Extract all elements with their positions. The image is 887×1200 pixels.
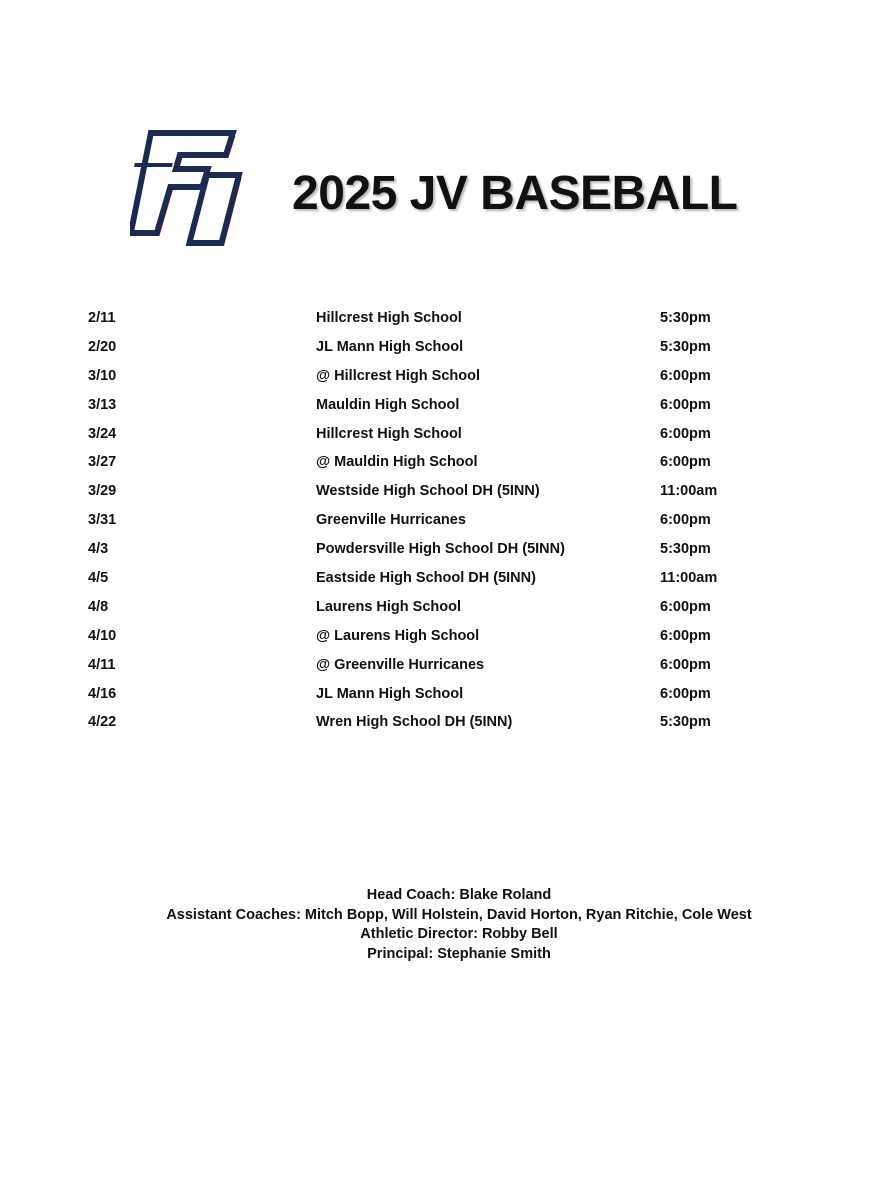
game-date: 4/11 bbox=[88, 656, 116, 673]
game-date: 3/10 bbox=[88, 367, 117, 384]
game-opponent: Westside High School DH (5INN) bbox=[316, 483, 540, 500]
game-date: 3/24 bbox=[88, 425, 117, 442]
game-opponent: @ Laurens High School bbox=[316, 627, 480, 644]
game-opponent: Wren High School DH (5INN) bbox=[316, 714, 513, 731]
game-time: 6:00pm bbox=[660, 598, 711, 615]
game-date: 4/16 bbox=[88, 685, 117, 702]
game-time: 5:30pm bbox=[660, 541, 711, 558]
game-date: 3/13 bbox=[88, 396, 117, 413]
page-title: 2025 JV BASEBALL bbox=[292, 167, 738, 220]
game-opponent: Hillcrest High School bbox=[316, 425, 462, 442]
game-date: 3/27 bbox=[88, 454, 117, 471]
principal-line: Principal: Stephanie Smith bbox=[367, 945, 551, 962]
schedule-table bbox=[0, 306, 887, 739]
game-time: 6:00pm bbox=[660, 627, 711, 644]
schedule-row bbox=[0, 682, 887, 711]
game-date: 4/8 bbox=[88, 598, 109, 615]
game-date: 3/31 bbox=[88, 512, 117, 529]
game-opponent: JL Mann High School bbox=[316, 685, 464, 702]
game-opponent: @ Greenville Hurricanes bbox=[316, 656, 485, 673]
game-time: 6:00pm bbox=[660, 656, 711, 673]
schedule-row bbox=[0, 335, 887, 364]
game-opponent: @ Hillcrest High School bbox=[316, 367, 480, 384]
schedule-row bbox=[0, 710, 887, 739]
game-opponent: Mauldin High School bbox=[316, 396, 460, 413]
schedule-row bbox=[0, 422, 887, 451]
game-date: 4/10 bbox=[88, 627, 117, 644]
schedule-row bbox=[0, 624, 887, 653]
assistant-coaches-line: Assistant Coaches: Mitch Bopp, Will Holstein, David Horton, Ryan Ritchie, Cole West bbox=[166, 906, 752, 923]
schedule-row bbox=[0, 364, 887, 393]
game-date: 4/22 bbox=[88, 714, 117, 731]
game-opponent: Hillcrest High School bbox=[316, 310, 462, 326]
game-time: 11:00am bbox=[660, 483, 718, 500]
schedule-row bbox=[0, 508, 887, 537]
game-date: 2/20 bbox=[88, 338, 117, 355]
game-opponent: Powdersville High School DH (5INN) bbox=[316, 541, 565, 558]
schedule-row bbox=[0, 653, 887, 682]
game-opponent: @ Mauldin High School bbox=[316, 454, 478, 471]
fi-logo bbox=[130, 122, 260, 250]
game-date: 4/3 bbox=[88, 541, 109, 558]
game-time: 5:30pm bbox=[660, 714, 711, 731]
game-opponent: Eastside High School DH (5INN) bbox=[316, 570, 536, 587]
game-time: 6:00pm bbox=[660, 367, 711, 384]
schedule-row bbox=[0, 306, 887, 335]
schedule-row bbox=[0, 393, 887, 422]
game-opponent: Greenville Hurricanes bbox=[316, 512, 466, 529]
staff-credits bbox=[0, 886, 887, 964]
game-time: 6:00pm bbox=[660, 685, 711, 702]
game-time: 11:00am bbox=[660, 570, 718, 587]
schedule-row bbox=[0, 566, 887, 595]
game-time: 6:00pm bbox=[660, 396, 711, 413]
schedule-row bbox=[0, 450, 887, 479]
game-time: 5:30pm bbox=[660, 310, 711, 326]
game-opponent: Laurens High School bbox=[316, 598, 462, 615]
game-time: 6:00pm bbox=[660, 454, 711, 471]
schedule-row bbox=[0, 479, 887, 508]
game-date: 2/11 bbox=[88, 310, 116, 326]
athletic-director-line: Athletic Director: Robby Bell bbox=[360, 926, 558, 942]
game-time: 6:00pm bbox=[660, 512, 711, 529]
game-date: 4/5 bbox=[88, 570, 109, 587]
schedule-row bbox=[0, 595, 887, 624]
game-opponent: JL Mann High School bbox=[316, 338, 464, 355]
head-coach-line: Head Coach: Blake Roland bbox=[366, 887, 552, 903]
game-date: 3/29 bbox=[88, 483, 117, 500]
game-time: 5:30pm bbox=[660, 338, 711, 355]
schedule-row bbox=[0, 537, 887, 566]
game-time: 6:00pm bbox=[660, 425, 711, 442]
